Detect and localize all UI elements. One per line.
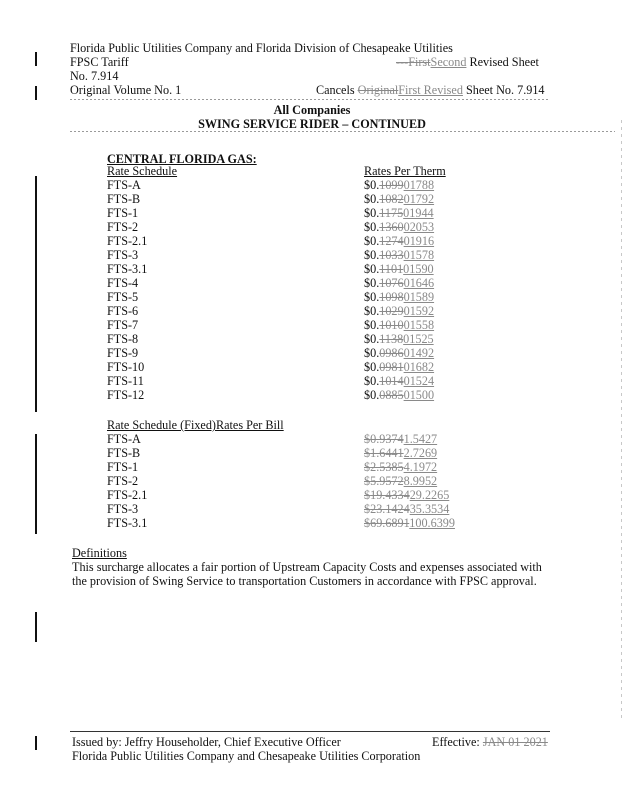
rate-new-inserted: 01500 — [403, 388, 435, 402]
rate-old-deleted: 1076 — [379, 276, 404, 290]
rate-new-inserted: 01592 — [403, 304, 435, 318]
table-row — [0, 388, 624, 402]
rate-prefix: $0. — [364, 248, 380, 262]
rate-schedule-name: FTS-B — [107, 192, 141, 206]
rate-old-deleted: 1274 — [379, 234, 404, 248]
rate-schedule-name: FTS-1 — [107, 206, 139, 220]
rate-schedule-header: Rate Schedule — [107, 164, 178, 178]
table-row — [0, 178, 624, 192]
company-line: Florida Public Utilities Company and Florida Division of Chesapeake Utilities — [70, 41, 453, 55]
volume-label: Original Volume No. 1 — [70, 83, 182, 97]
rate-new-inserted: 01944 — [403, 206, 434, 220]
rate-value — [364, 206, 434, 220]
table-row — [0, 488, 624, 502]
cancels-old: Original — [357, 83, 399, 97]
all-companies-title: All Companies — [273, 103, 351, 117]
rate-new-inserted: 01492 — [403, 346, 435, 360]
rate-old-deleted: 1014 — [379, 374, 404, 388]
rate-value — [364, 192, 434, 206]
rate-new-inserted: 4.1972 — [403, 460, 438, 474]
rate-old-deleted: 0885 — [379, 388, 404, 402]
rate-new-inserted: 01788 — [403, 178, 435, 192]
definitions-line-1: This surcharge allocates a fair portion of Upstream Capacity Costs and expenses associated with — [72, 560, 542, 574]
rate-prefix: $ — [364, 446, 371, 460]
rate-schedule-name: FTS-2.1 — [107, 234, 148, 248]
rate-prefix: $0. — [364, 360, 380, 374]
rate-value — [364, 474, 437, 488]
rate-schedule-name: FTS-7 — [107, 318, 139, 332]
rate-old-deleted: 1033 — [379, 248, 404, 262]
table-row — [0, 460, 624, 474]
rate-prefix: $ — [364, 488, 371, 502]
rate-old-deleted: 69.6891 — [370, 516, 410, 530]
table-row — [0, 262, 624, 276]
rate-new-inserted: 8.9952 — [403, 474, 438, 488]
revised-old: First — [408, 55, 431, 69]
rate-prefix: $0. — [364, 304, 380, 318]
rate-prefix: $0. — [364, 234, 380, 248]
rate-new-inserted: 01558 — [403, 318, 435, 332]
rate-new-inserted: 100.6399 — [409, 516, 455, 530]
rate-schedule-name: FTS-10 — [107, 360, 145, 374]
rate-old-deleted: 0981 — [379, 360, 404, 374]
rate-schedule-name: FTS-11 — [107, 374, 144, 388]
rate-value — [364, 432, 437, 446]
cancels-prefix: Cancels — [316, 83, 358, 97]
rate-prefix: $0. — [364, 262, 380, 276]
rate-value — [364, 234, 434, 248]
table-row — [0, 346, 624, 360]
rate-prefix: $0. — [364, 318, 380, 332]
rate-prefix: $ — [364, 516, 371, 530]
table-row — [0, 276, 624, 290]
central-florida-gas-heading: CENTRAL FLORIDA GAS: — [107, 152, 257, 166]
rate-schedule-name: FTS-3 — [107, 502, 139, 516]
rate-prefix: $ — [364, 474, 371, 488]
table-row — [0, 290, 624, 304]
rate-prefix: $0. — [364, 346, 380, 360]
table-row — [0, 318, 624, 332]
rate-prefix: $ — [364, 460, 371, 474]
sheet-number: No. 7.914 — [70, 69, 119, 83]
rate-schedule-name: FTS-4 — [107, 276, 139, 290]
cancels-new: First Revised — [398, 83, 463, 97]
rate-new-inserted: 35.3534 — [409, 502, 450, 516]
rate-schedule-name: FTS-2.1 — [107, 488, 148, 502]
rate-schedule-name: FTS-3.1 — [107, 262, 148, 276]
definitions-heading: Definitions — [72, 546, 127, 560]
rate-prefix: $0. — [364, 206, 380, 220]
rate-new-inserted: 02053 — [403, 220, 435, 234]
rate-old-deleted: 1138 — [379, 332, 404, 346]
rate-value — [364, 388, 434, 402]
footer-rule — [70, 731, 550, 732]
rate-old-deleted: 2.5385 — [370, 460, 404, 474]
rate-old-deleted: 0.9374 — [370, 432, 404, 446]
rate-value — [364, 446, 437, 460]
revised-prefix: --- — [396, 55, 409, 69]
table-row — [0, 502, 624, 516]
rate-value — [364, 488, 449, 502]
table-row — [0, 446, 624, 460]
rate-old-deleted: 0986 — [379, 346, 404, 360]
table-row — [0, 332, 624, 346]
rate-value — [364, 346, 434, 360]
rate-old-deleted: 1098 — [379, 290, 404, 304]
rate-prefix: $0. — [364, 374, 380, 388]
revision-bar — [35, 736, 37, 750]
rate-value — [364, 502, 449, 516]
rate-old-deleted: 5.9572 — [370, 474, 404, 488]
rate-old-deleted: 1360 — [379, 220, 404, 234]
rate-schedule-name: FTS-8 — [107, 332, 139, 346]
header-rule — [70, 99, 550, 100]
table-row — [0, 192, 624, 206]
rate-schedule-name: FTS-1 — [107, 460, 139, 474]
rate-schedule-name: FTS-A — [107, 178, 141, 192]
rate-prefix: $0. — [364, 290, 380, 304]
rate-value — [364, 460, 437, 474]
definitions-line-2: the provision of Swing Service to transportation Customers in accordance with FPSC approval. — [72, 574, 537, 588]
rates-per-therm-header: Rates Per Therm — [364, 164, 446, 178]
rate-value — [364, 262, 434, 276]
rate-value — [364, 516, 455, 530]
rate-schedule-name: FTS-B — [107, 446, 141, 460]
rate-prefix: $ — [364, 432, 371, 446]
rate-old-deleted: 1.6441 — [370, 446, 404, 460]
rider-title: SWING SERVICE RIDER – CONTINUED — [198, 117, 426, 131]
rate-prefix: $0. — [364, 178, 380, 192]
rate-new-inserted: 01590 — [403, 262, 434, 276]
rate-value — [364, 220, 434, 234]
table-row — [0, 360, 624, 374]
rate-old-deleted: 19.4334 — [370, 488, 410, 502]
table-row — [0, 248, 624, 262]
table-row — [0, 516, 624, 530]
rate-schedule-name: FTS-A — [107, 432, 141, 446]
rate-prefix: $ — [364, 502, 371, 516]
rate-prefix: $0. — [364, 332, 380, 346]
rate-new-inserted: 1.5427 — [403, 432, 438, 446]
rate-new-inserted: 01792 — [403, 192, 435, 206]
issued-by: Issued by: Jeffry Householder, Chief Executive Officer — [72, 735, 341, 749]
rate-old-deleted: 23.1424 — [370, 502, 410, 516]
rate-schedule-name: FTS-2 — [107, 474, 139, 488]
revision-bar — [35, 52, 37, 66]
rate-new-inserted: 01525 — [403, 332, 434, 346]
title-rule — [70, 131, 615, 132]
revision-bar — [35, 86, 37, 100]
rate-value — [364, 248, 434, 262]
revised-new: Second — [430, 55, 467, 69]
rate-schedule-name: FTS-12 — [107, 388, 145, 402]
revision-bar — [35, 612, 37, 642]
table-row — [0, 474, 624, 488]
revised-suffix: Revised Sheet — [466, 55, 539, 69]
rate-new-inserted: 29.2265 — [409, 488, 450, 502]
rate-old-deleted: 1099 — [379, 178, 404, 192]
rate-old-deleted: 1029 — [379, 304, 404, 318]
rate-prefix: $0. — [364, 276, 380, 290]
rate-new-inserted: 01646 — [403, 276, 435, 290]
rate-old-deleted: 1175 — [379, 206, 404, 220]
rate-value — [364, 276, 434, 290]
rate-new-inserted: 2.7269 — [403, 446, 438, 460]
footer-company: Florida Public Utilities Company and Chesapeake Utilities Corporation — [72, 749, 421, 763]
cancels-suffix: Sheet No. 7.914 — [462, 83, 545, 97]
rate-prefix: $0. — [364, 192, 380, 206]
tariff-label: FPSC Tariff — [70, 55, 129, 69]
rate-schedule-name: FTS-2 — [107, 220, 139, 234]
rate-value — [364, 304, 434, 318]
effective-date — [432, 735, 548, 749]
rate-old-deleted: 1101 — [379, 262, 404, 276]
revised-sheet — [396, 55, 539, 69]
rate-value — [364, 332, 434, 346]
rate-schedule-name: FTS-9 — [107, 346, 139, 360]
table-row — [0, 206, 624, 220]
table-row — [0, 220, 624, 234]
rate-schedule-name: FTS-5 — [107, 290, 139, 304]
table-row — [0, 304, 624, 318]
rate-new-inserted: 01916 — [403, 234, 435, 248]
cancels-sheet — [316, 83, 545, 97]
rate-schedule-name: FTS-6 — [107, 304, 139, 318]
rate-new-inserted: 01524 — [403, 374, 435, 388]
rate-prefix: $0. — [364, 220, 380, 234]
rate-value — [364, 360, 434, 374]
rate-value — [364, 178, 434, 192]
table-row — [0, 374, 624, 388]
rate-new-inserted: 01589 — [403, 290, 435, 304]
rate-old-deleted: 1082 — [379, 192, 404, 206]
fixed-rates-header: Rate Schedule (Fixed)Rates Per Bill — [107, 418, 284, 432]
table-row — [0, 234, 624, 248]
rate-schedule-name: FTS-3 — [107, 248, 139, 262]
effective-old-date: JAN 01 2021 — [482, 735, 548, 749]
rate-old-deleted: 1010 — [379, 318, 404, 332]
rate-prefix: $0. — [364, 388, 380, 402]
rate-value — [364, 290, 434, 304]
rate-value — [364, 318, 434, 332]
effective-label: Effective: — [432, 735, 483, 749]
rate-schedule-name: FTS-3.1 — [107, 516, 148, 530]
table-row — [0, 432, 624, 446]
rate-value — [364, 374, 434, 388]
rate-new-inserted: 01682 — [403, 360, 435, 374]
rate-new-inserted: 01578 — [403, 248, 435, 262]
